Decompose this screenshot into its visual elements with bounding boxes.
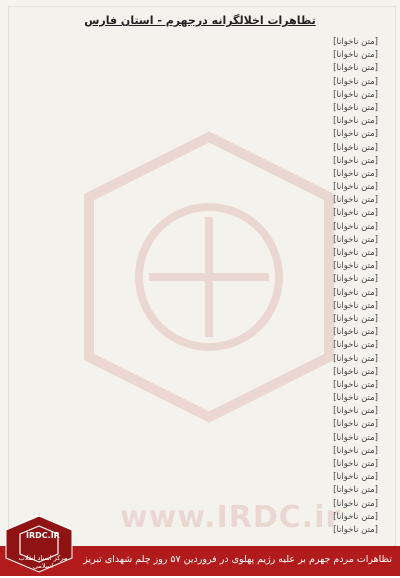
body-line: [متن ناخوانا]	[333, 89, 378, 100]
body-line: [متن ناخوانا]	[333, 485, 378, 496]
body-line: [متن ناخوانا]	[333, 182, 378, 193]
document-body	[26, 36, 378, 537]
body-line: [متن ناخوانا]	[333, 340, 378, 351]
body-line: [متن ناخوانا]	[333, 142, 378, 153]
body-line: [متن ناخوانا]	[333, 327, 378, 338]
body-line: [متن ناخوانا]	[333, 524, 378, 535]
body-line: [متن ناخوانا]	[333, 406, 378, 417]
body-line: [متن ناخوانا]	[333, 76, 378, 87]
body-line: [متن ناخوانا]	[333, 195, 378, 206]
body-line: [متن ناخوانا]	[333, 102, 378, 113]
body-line: [متن ناخوانا]	[333, 155, 378, 166]
body-line: [متن ناخوانا]	[333, 234, 378, 245]
body-line: [متن ناخوانا]	[333, 379, 378, 390]
body-line: [متن ناخوانا]	[333, 168, 378, 179]
archive-logo	[4, 514, 74, 574]
body-line: [متن ناخوانا]	[333, 313, 378, 324]
body-line: [متن ناخوانا]	[333, 393, 378, 404]
body-line: [متن ناخوانا]	[333, 116, 378, 127]
body-line: [متن ناخوانا]	[333, 274, 378, 285]
body-line: [متن ناخوانا]	[333, 459, 378, 469]
body-line: [متن ناخوانا]	[333, 445, 378, 456]
document-title: تظاهرات اخلالگرانه درجهرم - استان فارس	[84, 14, 316, 27]
body-line: [متن ناخوانا]	[333, 208, 378, 219]
archive-logo-caption: مرکز اسناد انقلاب اسلامی	[18, 554, 68, 570]
body-line: [متن ناخوانا]	[333, 432, 378, 443]
body-line: [متن ناخوانا]	[333, 261, 378, 272]
watermark-url: www.IRDC.ir	[120, 500, 342, 535]
body-line: [متن ناخوانا]	[333, 353, 378, 364]
body-line: [متن ناخوانا]	[333, 287, 378, 298]
body-line: [متن ناخوانا]	[333, 419, 378, 430]
body-line: [متن ناخوانا]	[333, 472, 378, 483]
archive-logo-id: IRDC.IR	[26, 531, 60, 540]
body-line: [متن ناخوانا]	[333, 63, 378, 74]
body-line: [متن ناخوانا]	[333, 221, 378, 232]
body-line: [متن ناخوانا]	[333, 498, 378, 509]
body-line: [متن ناخوانا]	[333, 37, 378, 47]
body-line: [متن ناخوانا]	[333, 366, 378, 377]
body-line: [متن ناخوانا]	[333, 248, 378, 258]
body-line: [متن ناخوانا]	[333, 511, 378, 522]
body-line: [متن ناخوانا]	[333, 129, 378, 140]
body-line: [متن ناخوانا]	[333, 300, 378, 311]
caption-text: تظاهرات مردم جهرم بر علیه رژیم پهلوی در فروردین ۵۷ روز چلم شهدای تبریز	[83, 554, 392, 565]
body-line: [متن ناخوانا]	[333, 50, 378, 61]
